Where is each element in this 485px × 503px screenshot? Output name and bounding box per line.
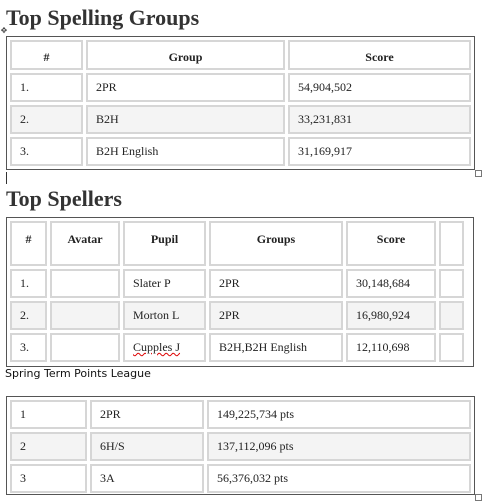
pupil-cell: Slater P [123, 269, 206, 298]
groups-cell: B2H,B2H English [209, 333, 343, 362]
resize-icon[interactable] [475, 494, 482, 501]
table-row [10, 137, 471, 166]
rank-cell: 3. [10, 137, 83, 166]
top-spellers-table [6, 217, 474, 367]
score-cell: 12,110,698 [346, 333, 436, 362]
resize-icon[interactable] [475, 170, 482, 177]
table-row [10, 269, 464, 298]
table-row [10, 400, 471, 429]
score-cell: 31,169,917 [288, 137, 471, 166]
table-row [10, 105, 471, 134]
group-cell: B2H [86, 105, 285, 134]
col-header-groups[interactable]: Groups [209, 221, 343, 266]
groups-cell: 2PR [209, 301, 343, 330]
col-header-rank[interactable]: # [10, 221, 47, 266]
col-header-score[interactable]: Score [288, 40, 471, 70]
table-row [10, 333, 464, 362]
rank-cell: 3 [10, 464, 87, 493]
col-header-avatar[interactable]: Avatar [50, 221, 120, 266]
col-header-score[interactable]: Score [346, 221, 436, 266]
table-row [10, 301, 464, 330]
table-row [10, 432, 471, 461]
avatar-cell [50, 301, 120, 330]
rank-cell: 1 [10, 400, 87, 429]
group-cell: 6H/S [90, 432, 204, 461]
rank-cell: 1. [10, 73, 83, 102]
move-icon[interactable]: ✥ [0, 26, 8, 35]
table-row [10, 73, 471, 102]
score-cell: 30,148,684 [346, 269, 436, 298]
col-header-pupil[interactable]: Pupil [123, 221, 206, 266]
pupil-name-misspelled: Cupples J [133, 340, 181, 354]
group-cell: B2H English [86, 137, 285, 166]
rank-cell: 2. [10, 301, 47, 330]
points-league-table [6, 396, 475, 495]
table-row [10, 464, 471, 493]
col-header-extra [439, 221, 464, 266]
col-header-group[interactable]: Group [86, 40, 285, 70]
group-cell: 2PR [86, 73, 285, 102]
pupil-cell [123, 333, 206, 362]
extra-cell [439, 269, 464, 298]
top-spelling-groups-heading: Top Spelling Groups [6, 5, 200, 30]
score-cell: 33,231,831 [288, 105, 471, 134]
top-groups-table [6, 36, 475, 170]
groups-cell: 2PR [209, 269, 343, 298]
rank-cell: 2. [10, 105, 83, 134]
text-cursor [6, 172, 7, 184]
pupil-cell: Morton L [123, 301, 206, 330]
score-cell: 54,904,502 [288, 73, 471, 102]
extra-cell [439, 333, 464, 362]
rank-cell: 1. [10, 269, 47, 298]
extra-cell [439, 301, 464, 330]
group-cell: 3A [90, 464, 204, 493]
group-cell: 2PR [90, 400, 204, 429]
top-spellers-heading: Top Spellers [6, 186, 122, 211]
points-cell: 149,225,734 pts [207, 400, 471, 429]
col-header-rank[interactable]: # [10, 40, 83, 70]
rank-cell: 3. [10, 333, 47, 362]
points-cell: 56,376,032 pts [207, 464, 471, 493]
points-cell: 137,112,096 pts [207, 432, 471, 461]
rank-cell: 2 [10, 432, 87, 461]
avatar-cell [50, 333, 120, 362]
score-cell: 16,980,924 [346, 301, 436, 330]
avatar-cell [50, 269, 120, 298]
league-caption: Spring Term Points League [5, 367, 151, 380]
